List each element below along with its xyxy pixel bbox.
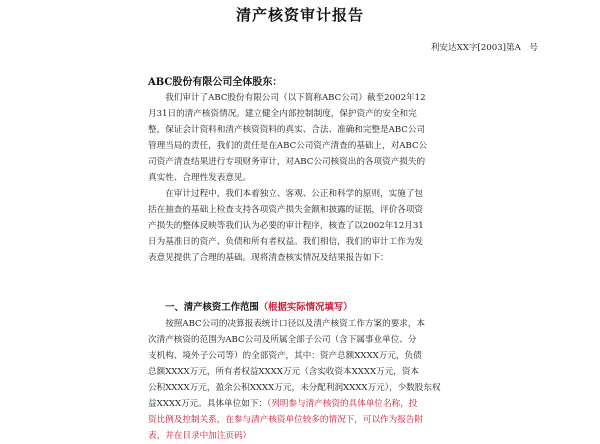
section-1-red-instruction: （列明参与清产核资的具体单位名称，投 资比例及控制关系，在参与清产核资单位较多的情况下，可以作为报告附 表，并在目录中加注页码） [148,399,424,441]
addressee-line: ABC股份有限公司全体股东： [148,77,283,88]
section-1-fill-note: （根据实际情况填写） [258,302,353,313]
section-1-body [148,316,478,444]
report-title: 清产核资审计报告 [235,6,364,24]
section-1-body-text: 按照ABC公司的决算报表统计口径以及清产核资工作方案的要求，本 次清产核资的范围为ABC公司及所属全部子公司（含下属事业单位、分 支机构、境外子公司等）的全部资产，其中：资产总额XXXX万元，负债 总额XXXX万元，所有者权益XXXX万元（含实收资本XXXX万元，资本 公积XXXX万元，盈余公积XXXX万元，未分配利润XXXX万元），少数股东权 益XXXX万元。具体单位如下： [148,319,441,409]
audit-scope-paragraph: 我们审计了ABC股份有限公司（以下简称ABC公司）截至2002年12 月31日的清产核资情况。建立健全内部控制制度，保护资产的安全和完 整，保证会计资料和清产核资资料的真实、合法、准确和完整是ABC公司 管理当局的责任，我们的责任是在ABC公司资产清查的基础上，对ABC公 司资产清查结果进行专项财务审计，对ABC公司核资出的各项资产损失的 真实性、合理性发表意见。 [148,93,428,183]
audit-procedure-paragraph: 在审计过程中，我们本着独立、客观、公正和科学的原则，实施了包 括在抽查的基础上检查支持各项资产损失金额和披露的证据，评价各项资 产损失的整体反映等我们认为必要的审计程序，核查了以2002年12月31 日为基准日的资产、负债和所有者权益。我们相信，我们的审计工作为发 表意见提供了合理的基础。现将清查核实情况及结果报告如下： [148,189,424,263]
document-reference-number: 利安达XX字[2003]第A 号 [430,43,538,53]
section-1-heading [165,299,353,313]
section-1-title: 一、清产核资工作范围 [165,302,259,313]
